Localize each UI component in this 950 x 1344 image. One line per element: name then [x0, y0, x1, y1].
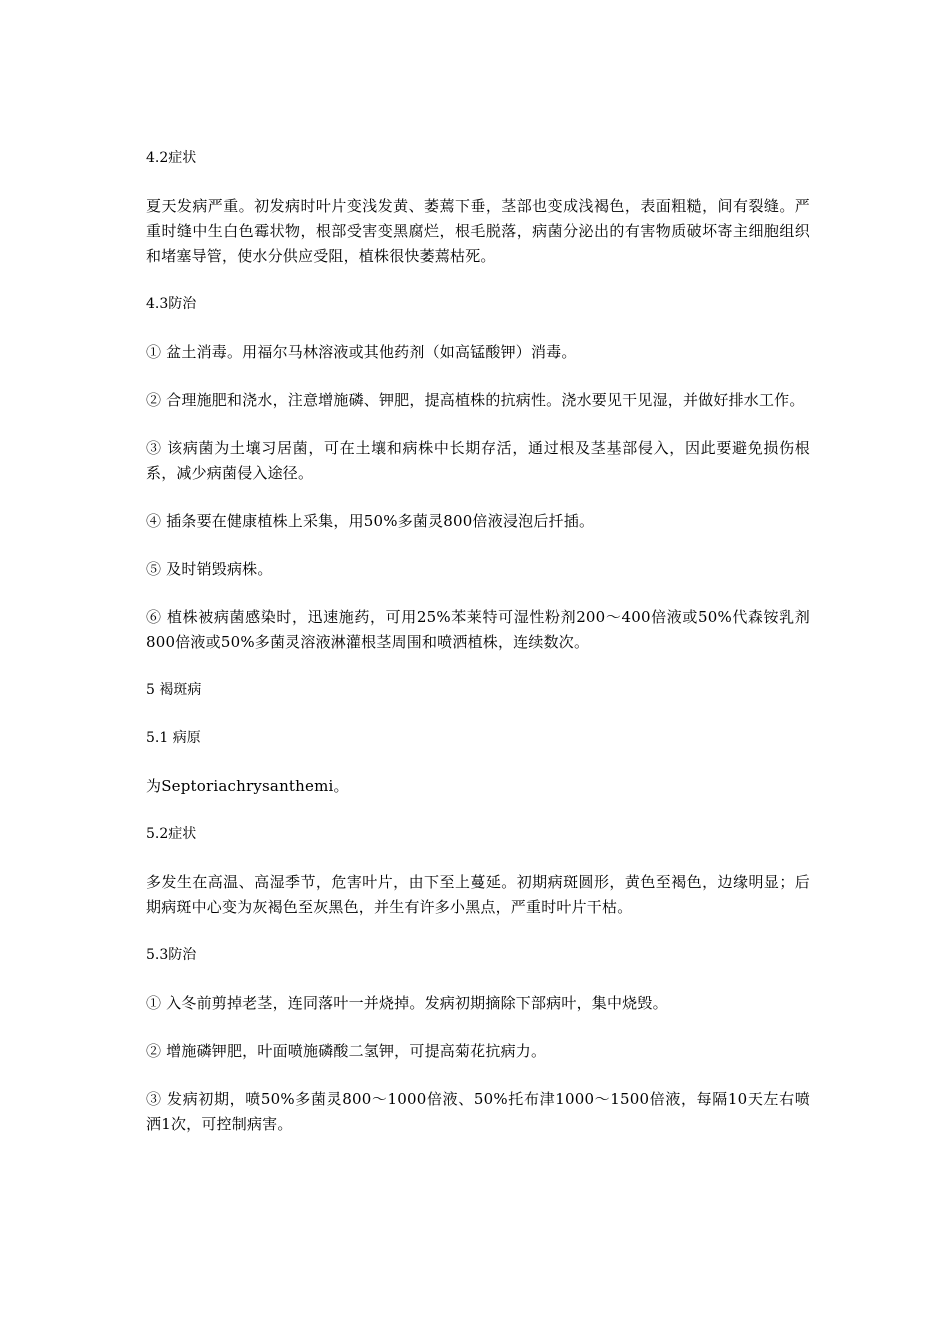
section-heading-4-2: 4.2症状: [146, 150, 197, 166]
control-item-5-3-1: ① 入冬前剪掉老茎，连同落叶一并烧掉。发病初期摘除下部病叶，集中烧毁。: [146, 994, 668, 1012]
control-item-4-3-1: ① 盆土消毒。用福尔马林溶液或其他药剂（如高锰酸钾）消毒。: [146, 343, 577, 361]
control-item-4-3-3: ③ 该病菌为土壤习居菌，可在土壤和病株中长期存活，通过根及茎基部侵入，因此要避免损伤根系，减少病菌侵入途径。: [146, 439, 810, 482]
section-heading-4-3: 4.3防治: [146, 296, 197, 312]
control-item-4-3-5: ⑤ 及时销毁病株。: [146, 560, 273, 578]
document-page: [146, 146, 810, 1160]
control-item-4-3-2: ② 合理施肥和浇水，注意增施磷、钾肥，提高植株的抗病性。浇水要见干见湿，并做好排水工作。: [146, 391, 805, 409]
section-heading-5-3: 5.3防治: [146, 947, 197, 963]
control-item-5-3-3: ③ 发病初期，喷50%多菌灵800～1000倍液、50%托布津1000～1500倍液，每隔10天左右喷洒1次，可控制病害。: [146, 1090, 810, 1133]
section-heading-5-2: 5.2症状: [146, 826, 197, 842]
control-item-4-3-4: ④ 插条要在健康植株上采集，用50%多菌灵800倍液浸泡后扦插。: [146, 512, 595, 530]
paragraph-symptoms-4-2: 夏天发病严重。初发病时叶片变浅发黄、萎蔫下垂，茎部也变成浅褐色，表面粗糙，间有裂缝。严重时缝中生白色霉状物，根部受害变黑腐烂，根毛脱落，病菌分泌出的有害物质破坏寄主细胞组织和堵塞导管，使水分供应受阻，植株很快萎蔫枯死。: [146, 197, 810, 265]
control-item-4-3-6: ⑥ 植株被病菌感染时，迅速施药，可用25%苯莱特可湿性粉剂200～400倍液或50%代森铵乳剂800倍液或50%多菌灵溶液淋灌根茎周围和喷洒植株，连续数次。: [146, 608, 810, 651]
section-heading-5-1: 5.1 病原: [146, 730, 201, 746]
control-item-5-3-2: ② 增施磷钾肥，叶面喷施磷酸二氢钾，可提高菊花抗病力。: [146, 1042, 547, 1060]
paragraph-pathogen-5-1: 为Septoriachrysanthemi。: [146, 777, 349, 795]
section-heading-5: 5 褐斑病: [146, 682, 202, 698]
paragraph-symptoms-5-2: 多发生在高温、高湿季节，危害叶片，由下至上蔓延。初期病斑圆形，黄色至褐色，边缘明显；后期病斑中心变为灰褐色至灰黑色，并生有许多小黑点，严重时叶片干枯。: [146, 873, 810, 916]
